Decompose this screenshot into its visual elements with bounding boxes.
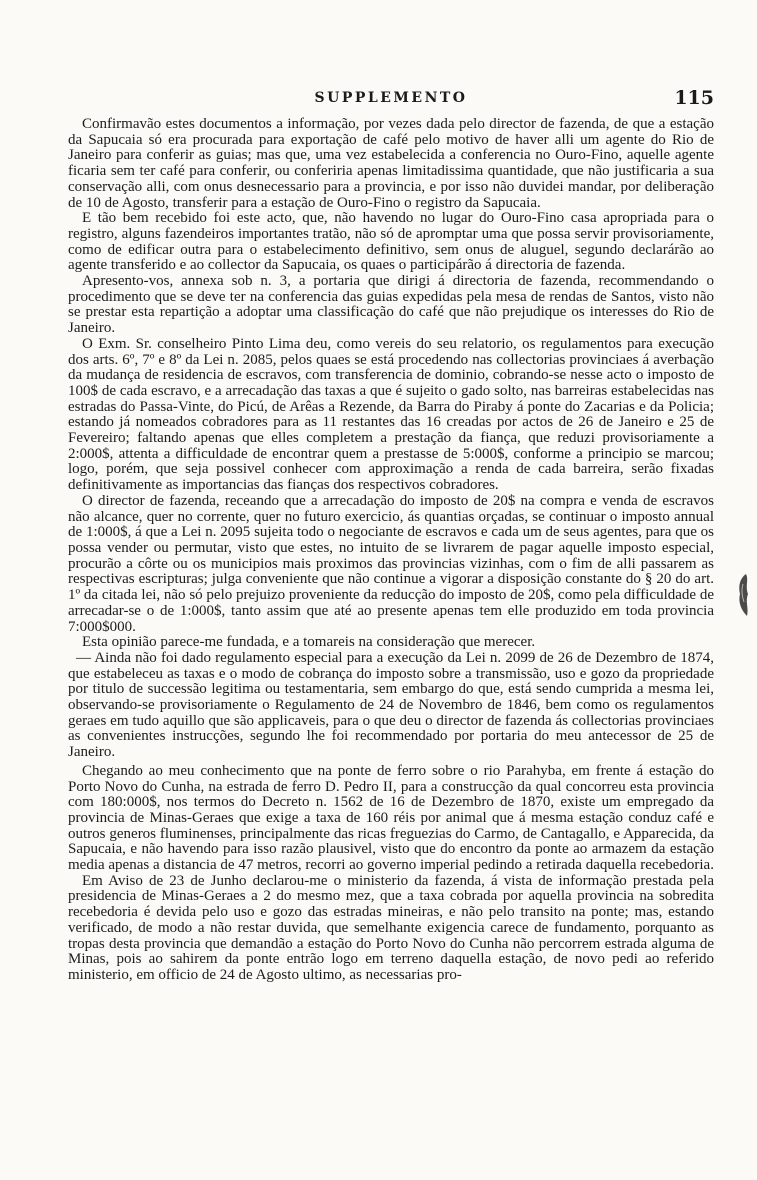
paragraph: Confirmavão estes documentos a informação, por vezes dada pelo director de fazenda, de que a estação da Sapucaia só era procurada para exportação de café pelo motivo de haver alli um agente do Rio de Janeiro para conferir as guias; mas que, uma vez estabelecida a conferencia no Ouro-Fino, aquelle agente ficaria sem ter café para conferir, ou conferiria apenas limitadissima quantidade, que não justificaria a sua conservação alli, com onus desnecessario para a provincia, e por isso não duvidei mandar, por deliberação de 10 de Agosto, transferir para a estação de Ouro-Fino o registro da Sapucaia. <box>68 116 714 211</box>
body-text <box>68 117 714 984</box>
paragraph: Esta opinião parece-me fundada, e a tomareis na consideração que merecer. <box>82 634 536 651</box>
paragraph: E tão bem recebido foi este acto, que, não havendo no lugar do Ouro-Fino casa apropriada para o registro, alguns fazendeiros importantes tratão, não só de apromptar uma que possa servir provisoriamente, como de edificar outra para o estabelecimento definitivo, sem onus de aluguel, segundo declarárão ao agente transferido e ao collector da Sapucaia, os quaes o participárão á directoria de fazenda. <box>68 210 714 274</box>
running-title: SUPPLEMENTO <box>314 90 468 106</box>
paragraph-dash: — Ainda não foi dado regulamento especial para a execução da Lei n. 2099 de 26 de Dezembro de 1874, que estabeleceu as taxas e o modo de cobrança do imposto sobre a transmissão, uso e gozo da propriedade por titulo de successão legitima ou testamentaria, sem embargo do que, está sendo cumprida a mesma lei, observando-se provisoriamente o Regulamento de 24 de Novembro de 1846, bem como os regulamentos geraes em tudo aquillo que são applicaveis, para o que deu o director de fazenda ás collectorias provinciaes as convenientes instrucções, segundo lhe foi recommendado por portaria do meu antecessor de 25 de Janeiro. <box>68 649 714 761</box>
paragraph: Chegando ao meu conhecimento que na ponte de ferro sobre o rio Parahyba, em frente á estação do Porto Novo do Cunha, na estrada de ferro D. Pedro II, para a construcção da qual concorreu esta provincia com 180:000$, nos termos do Decreto n. 1562 de 16 de Dezembro de 1870, existe um empregado da provincia de Minas-Geraes que exige a taxa de 160 réis por animal que á mesma estação conduz café e outros generos fluminenses, principalmente das ricas freguezias do Carmo, de Cantagallo, e Apparecida, da Sapucaia, e não havendo para isso razão plausivel, visto que do encontro da ponte ao armazem da estação media apenas a distancia de 47 metros, recorri ao governo imperial pedindo a retirada daquella recebedoria. <box>68 762 714 874</box>
paragraph: Em Aviso de 23 de Junho declarou-me o ministerio da fazenda, á vista de informação prestada pela presidencia de Minas-Geraes a 2 do mesmo mez, que a taxa cobrada por aquella provincia na sobredita recebedoria é devida pelo uso e gozo das estradas mineiras, e não pelo transito na ponte; mas, estando verificado, de modo a não restar duvida, que semelhante exigencia carece de fundamento, porquanto as tropas desta provincia que demandão a estação do Porto Novo do Cunha não percorrem estrada alguma de Minas, pois ao sahirem da ponte entrão logo em terreno daquella estação, de novo pedi ao referido ministerio, em officio de 24 de Agosto ultimo, as necessarias pro- <box>68 872 714 983</box>
page-number: 115 <box>674 87 714 109</box>
paragraph: O Exm. Sr. conselheiro Pinto Lima deu, como vereis do seu relatorio, os regulamentos para execução dos arts. 6º, 7º e 8º da Lei n. 2085, pelos quaes se está procedendo nas collectorias provinciaes á averbação da mudança de residencia de escravos, com transferencia de dominio, cobrando-se nesse acto o imposto de 100$ de cada escravo, e a arrecadação das taxas a que é sujeito o gado solto, nas barreiras estabelecidas nas estradas do Passa-Vinte, do Picú, de Arêas a Rezende, da Barra do Piraby á ponte do Zacarias e da Policia; estando já nomeados cobradores para as 11 restantes das 16 creadas por actos de 26 de Janeiro e 25 de Fevereiro; faltando apenas que elles completem a prestação da fiança, que reduzi provisoriamente a 2:000$, attenta a difficuldade de encontrar quem a prestasse de 5:000$, conforme a principio se marcou; logo, porém, que seja possivel conhecer com approximação a renda de cada barreira, serão fixadas definitivamente as importancias das fianças dos respectivos cobradores. <box>68 335 714 494</box>
paragraph: Apresento-vos, annexa sob n. 3, a portaria que dirigi á directoria de fazenda, recommendando o procedimento que se deve ter na conferencia das guias expedidas pela mesa de rendas de Santos, visto não se prestar esta repartição a adoptar uma classificação do café que não prejudique os interesses do Rio de Janeiro. <box>68 273 714 337</box>
thumb-smudge-icon <box>736 572 752 618</box>
page-header <box>68 87 714 114</box>
paragraph: O director de fazenda, receando que a arrecadação do imposto de 20$ na compra e venda de escravos não alcance, quer no corrente, quer no futuro exercicio, ás quantias orçadas, se continuar o imposto annual de 1:000$, á que a Lei n. 2095 sujeita todo o negociante de escravos e cada um de seus agentes, para que os possa vender ou permutar, visto que estes, no intuito de se livrarem de pagar aquelle imposto especial, procurão a côrte ou os municipios mais proximos das provincias vizinhas, com o fim de alli passarem as respectivas escripturas; julga conveniente que não continue a vigorar a disposição constante do § 20 do art. 1º da citada lei, não só pelo prejuizo proveniente da reducção do imposto de 20$, como pela difficuldade de arrecadar-se o de 1:000$, tanto assim que até ao presente apenas tem elle produzido em toda provincia 7:000$000. <box>68 492 714 635</box>
